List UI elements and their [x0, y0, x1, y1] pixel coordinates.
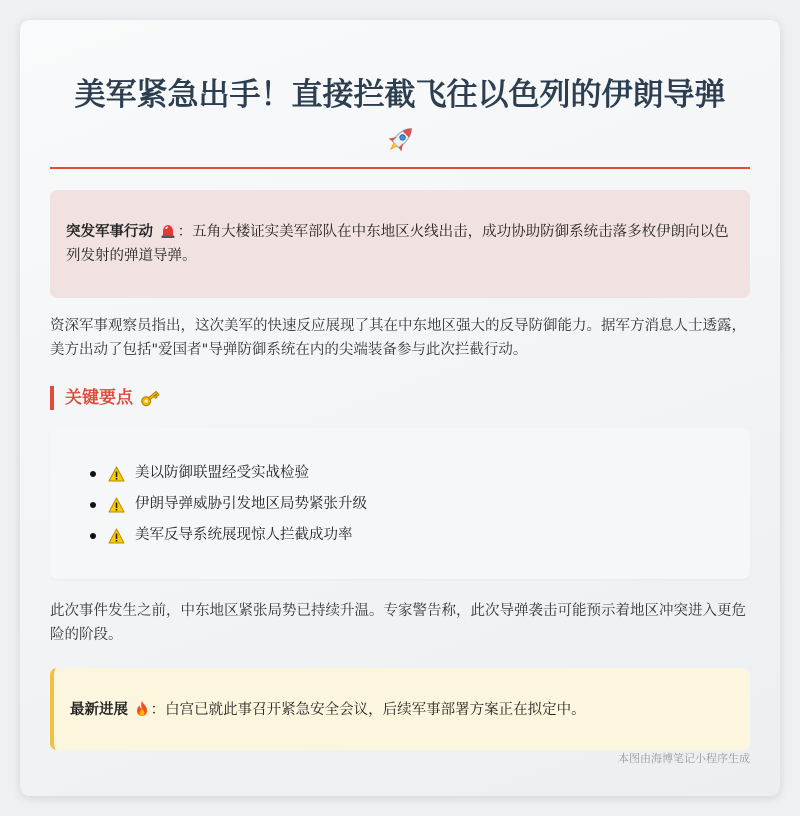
- key-points-heading-label: 关键要点: [65, 388, 133, 408]
- rocket-icon: [380, 122, 420, 158]
- breaking-alert-box: [50, 190, 750, 298]
- key-point-text: 美军反导系统展现惊人拦截成功率: [135, 527, 353, 543]
- list-item: [94, 458, 730, 489]
- key-points-list: [94, 458, 730, 551]
- footer-credit: 本图由海博笔记小程序生成: [618, 752, 750, 765]
- warning-icon: [108, 528, 125, 544]
- article-title: 美军紧急出手！直接拦截飞往以色列的伊朗导弹: [74, 77, 726, 113]
- key-point-text: 伊朗导弹威胁引发地区局势紧张升级: [135, 496, 367, 512]
- title-divider: [50, 167, 750, 169]
- article-card: [20, 20, 780, 796]
- key-icon: [139, 387, 161, 409]
- key-point-text: 美以防御联盟经受实战检验: [135, 465, 309, 481]
- alert-text: ：五角大楼证实美军部队在中东地区火线出击，成功协助防御系统击落多枚伊朗向以色列发射的弹道导弹。: [66, 224, 729, 264]
- latest-update-box: [50, 668, 750, 750]
- alert-lead: 突发军事行动: [66, 224, 153, 240]
- update-lead: 最新进展: [70, 702, 128, 718]
- fire-icon: [135, 700, 149, 717]
- body-paragraph-2: 此次事件发生之前，中东地区紧张局势已持续升温。专家警告称，此次导弹袭击可能预示着地区冲突进入更危险的阶段。: [50, 603, 746, 643]
- warning-icon: [108, 466, 125, 482]
- list-item: [94, 489, 730, 520]
- key-points-heading: [50, 386, 750, 410]
- body-paragraph-1: 资深军事观察员指出，这次美军的快速反应展现了其在中东地区强大的反导防御能力。据军方消息人士透露，美方出动了包括"爱国者"导弹防御系统在内的尖端装备参与此次拦截行动。: [50, 318, 746, 358]
- siren-icon: [160, 223, 176, 239]
- warning-icon: [108, 497, 125, 513]
- key-points-box: [50, 428, 750, 579]
- update-text: ：白宫已就此事召开紧急安全会议，后续军事部署方案正在拟定中。: [150, 702, 586, 718]
- list-item: [94, 520, 730, 551]
